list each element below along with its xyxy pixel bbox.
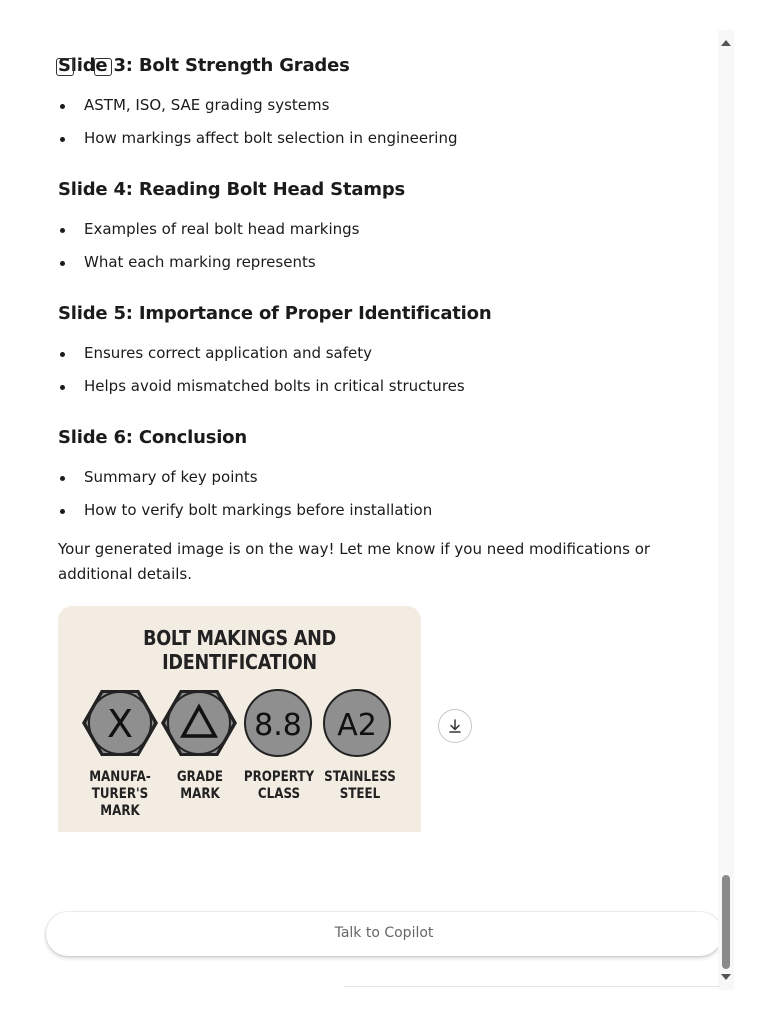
edit-icon[interactable] (94, 58, 112, 76)
badge-symbol-1: X (106, 702, 134, 746)
scrollbar-track[interactable] (718, 30, 734, 990)
scrollbar-thumb[interactable] (722, 875, 730, 969)
scroll-down-icon[interactable] (721, 974, 731, 980)
divider (344, 986, 720, 987)
download-icon (447, 718, 463, 734)
chat-input-placeholder: Talk to Copilot (334, 925, 434, 941)
slide-3-title: Slide 3: Bolt Strength Grades (58, 55, 350, 76)
scroll-up-icon[interactable] (721, 40, 731, 46)
badge-caption-3: PROPERTY CLASS (243, 769, 315, 802)
download-button[interactable] (438, 709, 472, 743)
slide-5-title: Slide 5: Importance of Proper Identification (58, 303, 492, 324)
message-actions (56, 58, 116, 78)
slide-6-title: Slide 6: Conclusion (58, 427, 247, 448)
badge-symbol-3: 8.8 (254, 708, 302, 743)
badge-caption-4: STAINLESS STEEL (324, 769, 396, 802)
badge-caption-2: GRADE MARK (176, 769, 224, 802)
generated-image[interactable] (58, 606, 421, 832)
badge-caption-1: MANUFA- TURER'S MARK (89, 769, 151, 819)
image-title-line2: IDENTIFICATION (162, 650, 317, 674)
slide-4-title: Slide 4: Reading Bolt Head Stamps (58, 179, 406, 200)
image-title-line1: BOLT MAKINGS AND (143, 626, 336, 650)
copy-icon[interactable] (56, 58, 74, 76)
chat-input[interactable] (46, 912, 722, 956)
closing-message: Your generated image is on the way! Let me know if you need modifications or additional details. (58, 540, 651, 583)
badge-symbol-4: A2 (337, 708, 377, 743)
